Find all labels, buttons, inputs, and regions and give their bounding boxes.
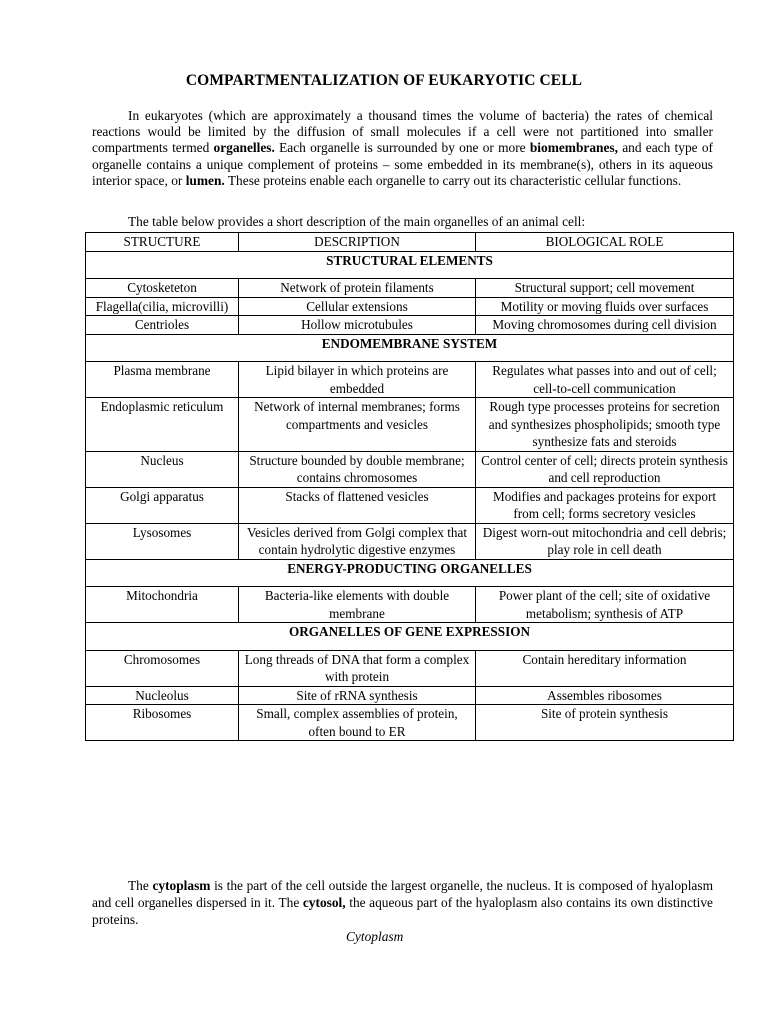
section-energy-producting-organelles: ENERGY-PRODUCTING ORGANELLES	[86, 559, 734, 587]
term-cytoplasm: cytoplasm	[152, 878, 211, 893]
table-row	[86, 587, 734, 623]
table-row	[86, 705, 734, 741]
table-intro: The table below provides a short description of the main organelles of an animal cell:	[128, 214, 586, 229]
header-structure: STRUCTURE	[86, 233, 239, 252]
cell-role: Site of protein synthesis	[476, 705, 734, 741]
section-row	[86, 623, 734, 651]
cell-role: Contain hereditary information	[476, 650, 734, 686]
cell-role: Power plant of the cell; site of oxidative metabolism; synthesis of ATP	[476, 587, 734, 623]
table-header-row	[86, 233, 734, 252]
organelle-table	[85, 232, 734, 741]
cell-structure: Ribosomes	[86, 705, 239, 741]
cell-description: Network of protein filaments	[239, 279, 476, 298]
cell-description: Site of rRNA synthesis	[239, 686, 476, 705]
table-row	[86, 523, 734, 559]
intro-text-3: and each type of organelle contains a unique complement of proteins – some embedded in its membrane(s), others in its aqueous interior space, or	[92, 140, 713, 188]
section-endomembrane-system: ENDOMEMBRANE SYSTEM	[86, 334, 734, 362]
cell-description: Bacteria-like elements with double membrane	[239, 587, 476, 623]
cell-description: Long threads of DNA that form a complex with protein	[239, 650, 476, 686]
term-organelles: organelles.	[213, 140, 275, 156]
cell-description: Structure bounded by double membrane; contains chromosomes	[239, 451, 476, 487]
term-biomembranes: biomembranes,	[529, 140, 618, 156]
cell-structure: Golgi apparatus	[86, 487, 239, 523]
table-row	[86, 279, 734, 298]
table-row	[86, 398, 734, 452]
cell-description: Network of internal membranes; forms compartments and vesicles	[239, 398, 476, 452]
cell-structure: Endoplasmic reticulum	[86, 398, 239, 452]
term-cytosol: cytosol,	[302, 895, 346, 910]
section-organelles-of-gene-expression: ORGANELLES OF GENE EXPRESSION	[86, 623, 734, 651]
closing-text-2: is the part of the cell outside the largest organelle, the nucleus. It is composed of hyaloplasm and cell organelles dispersed in it. The	[92, 878, 714, 910]
table-row	[86, 316, 734, 335]
cell-structure: Centrioles	[86, 316, 239, 335]
closing-text-1: The	[128, 878, 153, 893]
cell-role: Motility or moving fluids over surfaces	[476, 297, 734, 316]
cell-description: Hollow microtubules	[239, 316, 476, 335]
term-lumen: lumen.	[185, 172, 225, 188]
table-row	[86, 487, 734, 523]
cell-structure: Chromosomes	[86, 650, 239, 686]
intro-text-4: These proteins enable each organelle to carry out its characteristic cellular functions.	[224, 172, 682, 188]
cell-role: Assembles ribosomes	[476, 686, 734, 705]
table-row	[86, 451, 734, 487]
cell-role: Rough type processes proteins for secretion and synthesizes phospholipids; smooth type synthesize fats and steroids	[476, 398, 734, 452]
header-description: DESCRIPTION	[239, 233, 476, 252]
cell-description: Lipid bilayer in which proteins are embedded	[239, 362, 476, 398]
document-title: COMPARTMENTALIZATION OF EUKARYOTIC CELL	[185, 72, 583, 89]
cell-description: Stacks of flattened vesicles	[239, 487, 476, 523]
section-row	[86, 251, 734, 279]
cell-description: Small, complex assemblies of protein, often bound to ER	[239, 705, 476, 741]
cell-structure: Mitochondria	[86, 587, 239, 623]
cell-structure: Plasma membrane	[86, 362, 239, 398]
intro-text-1: In eukaryotes (which are approximately a thousand times the volume of bacteria) the rates of chemical reactions would be limited by the diffusion of small molecules if a cell were not partitioned into smaller compartments termed	[92, 108, 713, 156]
cell-description: Vesicles derived from Golgi complex that contain hydrolytic digestive enzymes	[239, 523, 476, 559]
cell-structure: Cytosketeton	[86, 279, 239, 298]
intro-paragraph	[92, 108, 713, 189]
cell-role: Regulates what passes into and out of cell; cell-to-cell communication	[476, 362, 734, 398]
intro-text-2: Each organelle is surrounded by one or more	[274, 140, 530, 156]
table-row	[86, 686, 734, 705]
cell-role: Modifies and packages proteins for export from cell; forms secretory vesicles	[476, 487, 734, 523]
cell-role: Digest worn-out mitochondria and cell debris; play role in cell death	[476, 523, 734, 559]
cell-structure: Nucleolus	[86, 686, 239, 705]
cell-structure: Lysosomes	[86, 523, 239, 559]
header-biological-role: BIOLOGICAL ROLE	[476, 233, 734, 252]
section-row	[86, 334, 734, 362]
cell-role: Control center of cell; directs protein synthesis and cell reproduction	[476, 451, 734, 487]
section-row	[86, 559, 734, 587]
cell-role: Moving chromosomes during cell division	[476, 316, 734, 335]
cell-role: Structural support; cell movement	[476, 279, 734, 298]
cell-structure: Flagella(cilia, microvilli)	[86, 297, 239, 316]
closing-text-3: the aqueous part of the hyaloplasm also contains its own distinctive proteins.	[92, 895, 713, 927]
table-row	[86, 297, 734, 316]
table-row	[86, 362, 734, 398]
cell-description: Cellular extensions	[239, 297, 476, 316]
section-structural-elements: STRUCTURAL ELEMENTS	[86, 251, 734, 279]
table-row	[86, 650, 734, 686]
cell-structure: Nucleus	[86, 451, 239, 487]
figure-caption: Cytoplasm	[346, 929, 404, 944]
closing-paragraph	[92, 877, 713, 928]
